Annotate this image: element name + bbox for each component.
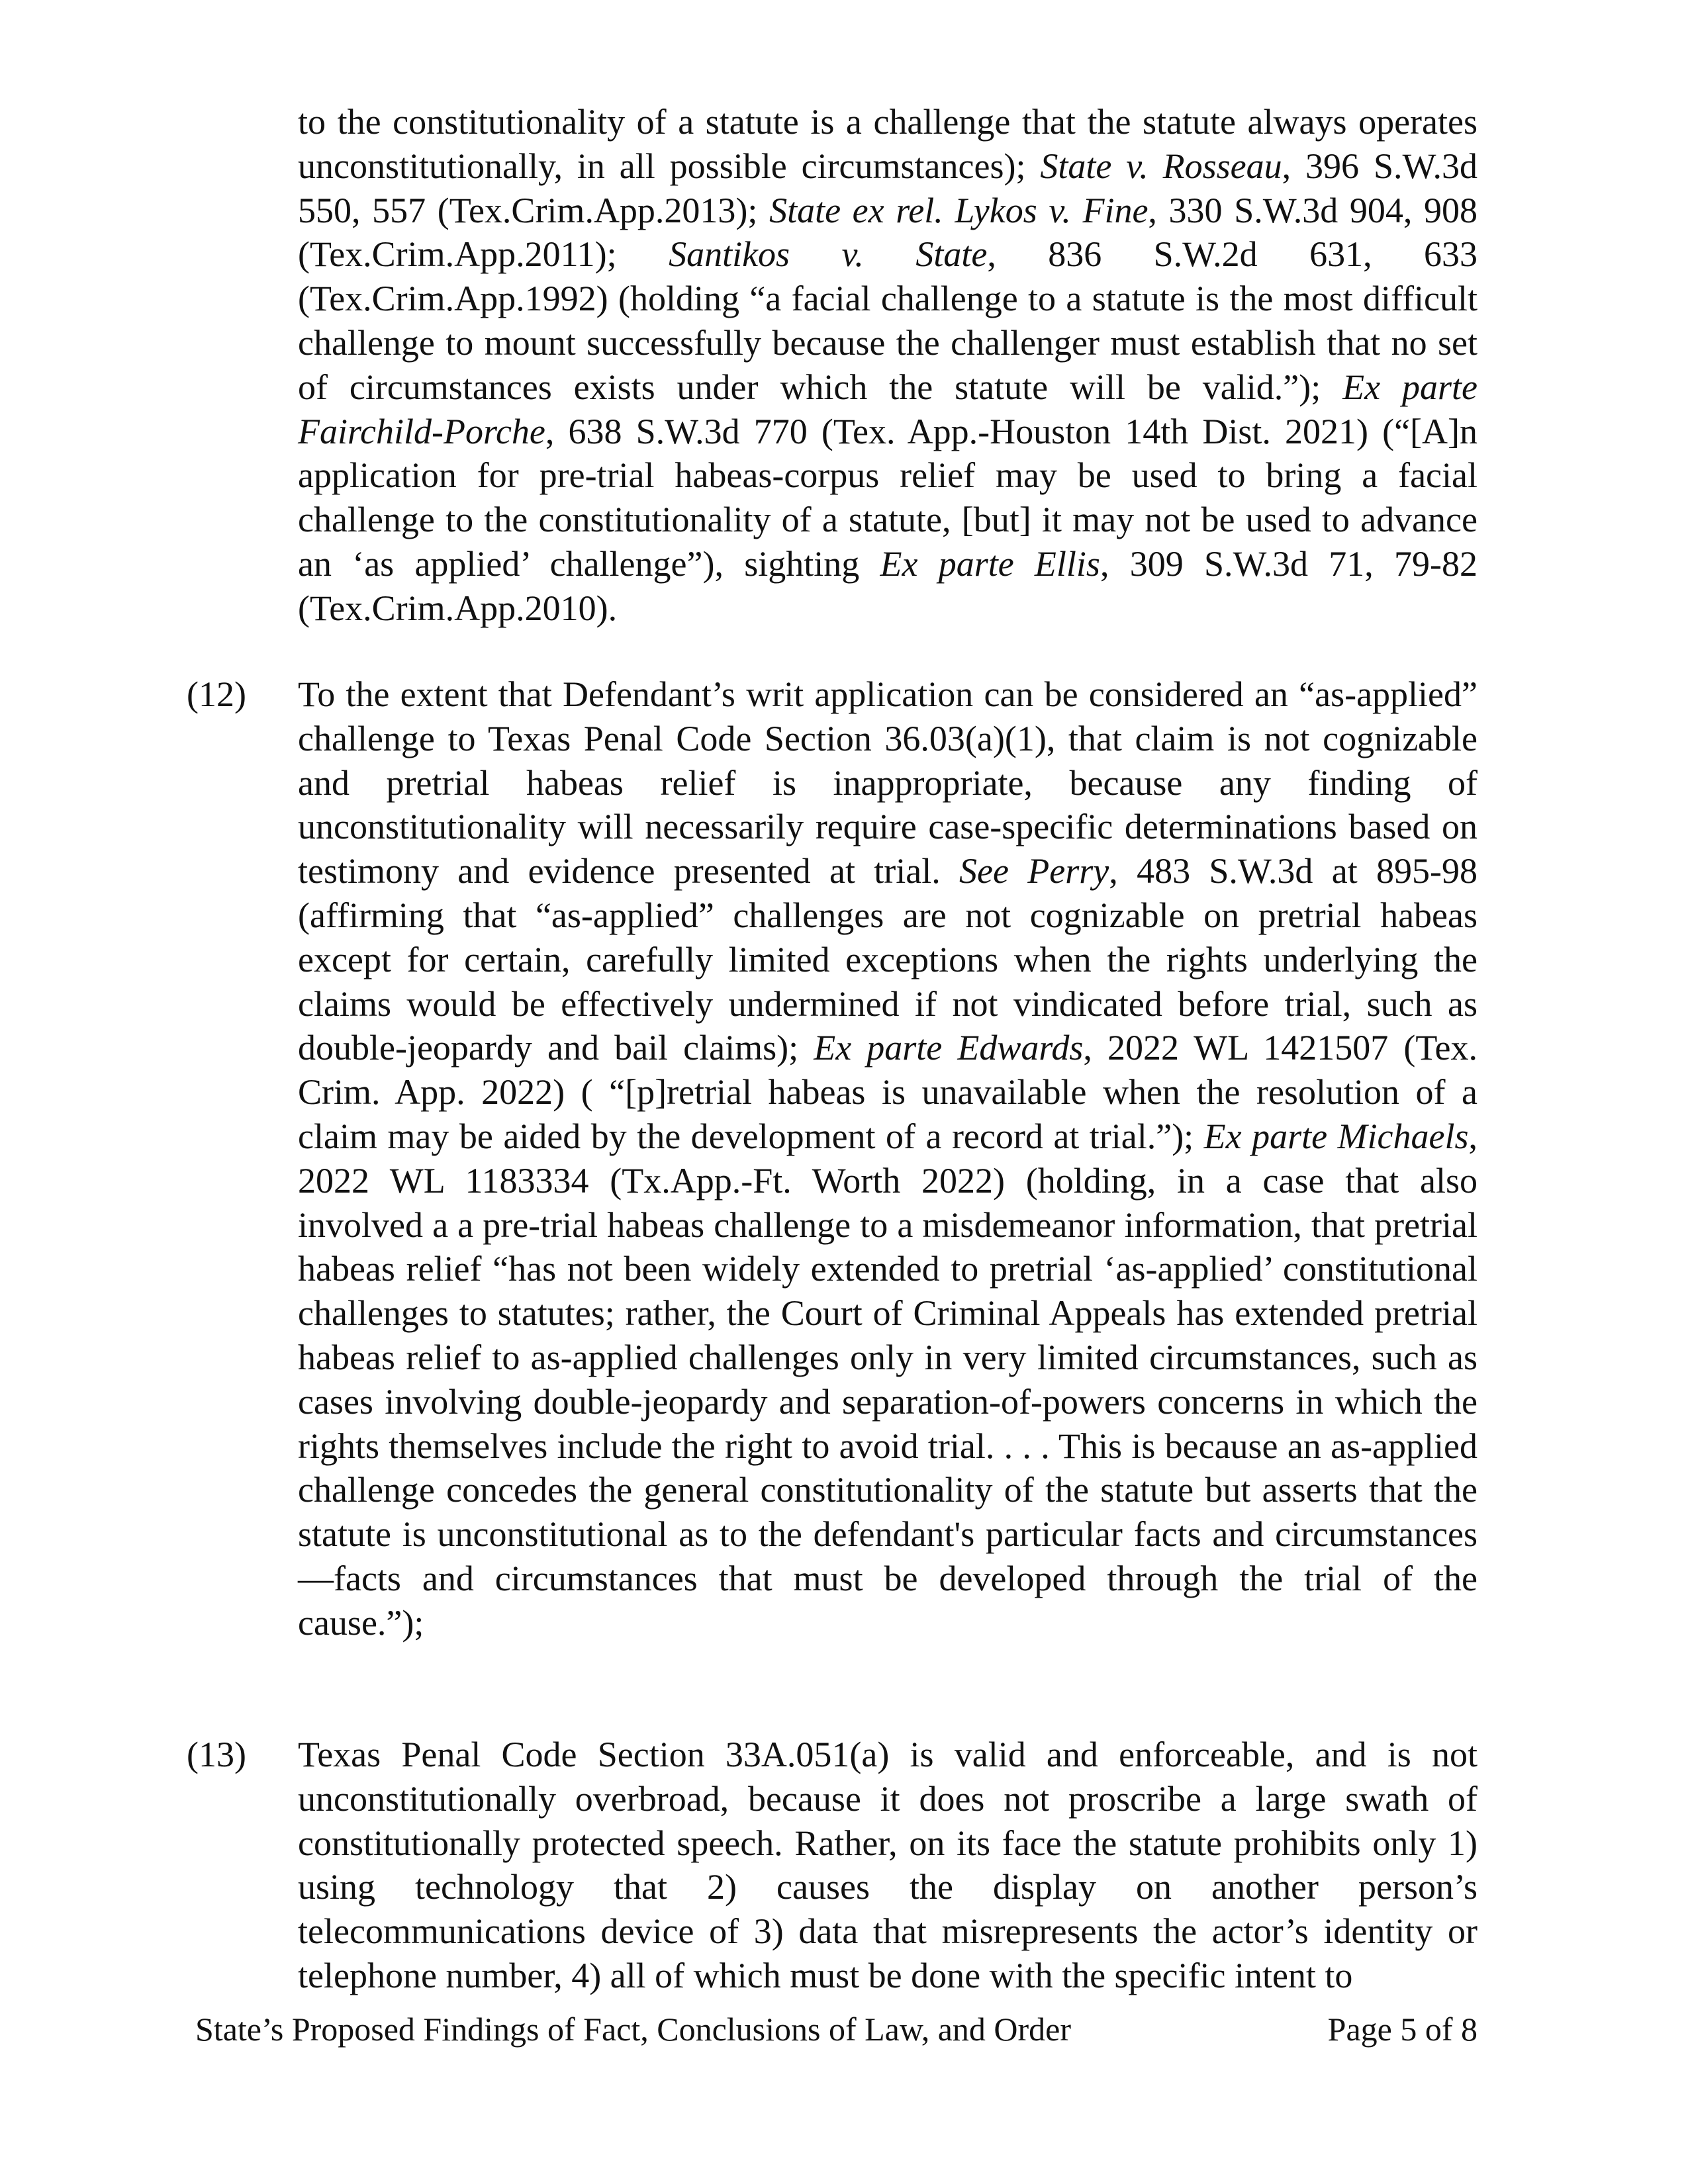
footer-document-title: State’s Proposed Findings of Fact, Conclusions of Law, and Order (195, 2011, 1071, 2048)
case-citation: State v. Rosseau (1040, 146, 1282, 186)
case-citation: Ex parte Michaels (1203, 1116, 1469, 1156)
text-segment: To the extent that Defendant’s writ application can be considered an “as-applied” challenge to Texas Penal Code Section 36.03(a)(1), that claim is not cognizable and pretrial habeas relief is inappropriate, because any finding of unconstitutionality will necessarily require case-specific determinations based on testimony and evidence presented at trial. (298, 674, 1477, 891)
paragraph-continuation (298, 100, 1477, 631)
case-citation: See Perry (959, 851, 1109, 891)
case-citation: Santikos v. State (669, 234, 988, 275)
text-segment: , 2022 WL 1421507 (Tex. Crim. App. 2022) ( “[p]retrial habeas is unavailable when the resolution of a claim may be aided by the development of a record at trial.”); (298, 1028, 1478, 1156)
paragraph-13 (298, 1733, 1477, 1998)
text-segment: Texas Penal Code Section 33A.051(a) is valid and enforceable, and is not unconstitutionally overbroad, because it does not proscribe a large swath of constitutionally protected speech. Rather, on its face the statute prohibits only 1) using technology that 2) causes the display on another person’s telecommunications device of 3) data that misrepresents the actor’s identity or telephone number, 4) all of which must be done with the specific intent to (298, 1735, 1477, 1995)
text-segment: , 638 S.W.3d 770 (Tex. App.-Houston 14th Dist. 2021) (“[A]n application for pre-trial habeas-corpus relief may be used to bring a facial challenge to the constitutionality of a statute, [but] it may not be used to advance an ‘as applied’ challenge”), sighting (298, 411, 1477, 584)
paragraph-number-12: (12) (187, 674, 246, 714)
footer-page-number: Page 5 of 8 (1327, 2011, 1477, 2048)
paragraph-number-13: (13) (187, 1735, 246, 1774)
case-citation: Ex parte Ellis (880, 543, 1100, 584)
case-citation: Ex parte Edwards (814, 1028, 1084, 1068)
text-segment: , 2022 WL 1183334 (Tx.App.-Ft. Worth 2022) (holding, in a case that also involved a a pre-trial habeas challenge to a misdemeanor information, that pretrial habeas relief “has not been widely extended to pretrial ‘as-applied’ constitutional challenges to statutes; rather, the Court of Criminal Appeals has extended pretrial habeas relief to as-applied challenges only in very limited circumstances, such as cases involving double-jeopardy and separation-of-powers concerns in which the rights themselves include the right to avoid trial. . . . This is because an as-applied challenge concedes the general constitutionality of the statute but asserts that the statute is unconstitutional as to the defendant's particular facts and circumstances—facts and circumstances that must be developed through the trial of the cause.”); (298, 1116, 1477, 1643)
text-segment: , 836 S.W.2d 631, 633 (Tex.Crim.App.1992) (holding “a facial challenge to a statute is the most difficult challenge to mount successfully because the challenger must establish that no set of circumstances exists under which the statute will be valid.”); (298, 234, 1477, 407)
page-footer (195, 2009, 1477, 2049)
text-segment: to the constitutionality of a statute is a challenge that the statute always operates unconstitutionally, in all possible circumstances); (298, 102, 1477, 186)
case-citation: Ex parte Fairchild-Porche (298, 367, 1477, 451)
case-citation: State ex rel. Lykos v. Fine (769, 190, 1149, 230)
paragraph-12 (298, 672, 1477, 1645)
text-segment: , 309 S.W.3d 71, 79-82 (Tex.Crim.App.2010). (298, 543, 1478, 628)
text-segment: , 483 S.W.3d at 895-98 (affirming that “as-applied” challenges are not cognizable on pretrial habeas except for certain, carefully limited exceptions when the rights underlying the claims would be effectively undermined if not vindicated before trial, such as double-jeopardy and bail claims); (298, 851, 1477, 1068)
text-segment: , 396 S.W.3d 550, 557 (Tex.Crim.App.2013); (298, 146, 1477, 230)
text-segment: , 330 S.W.3d 904, 908 (Tex.Crim.App.2011); (298, 190, 1478, 275)
